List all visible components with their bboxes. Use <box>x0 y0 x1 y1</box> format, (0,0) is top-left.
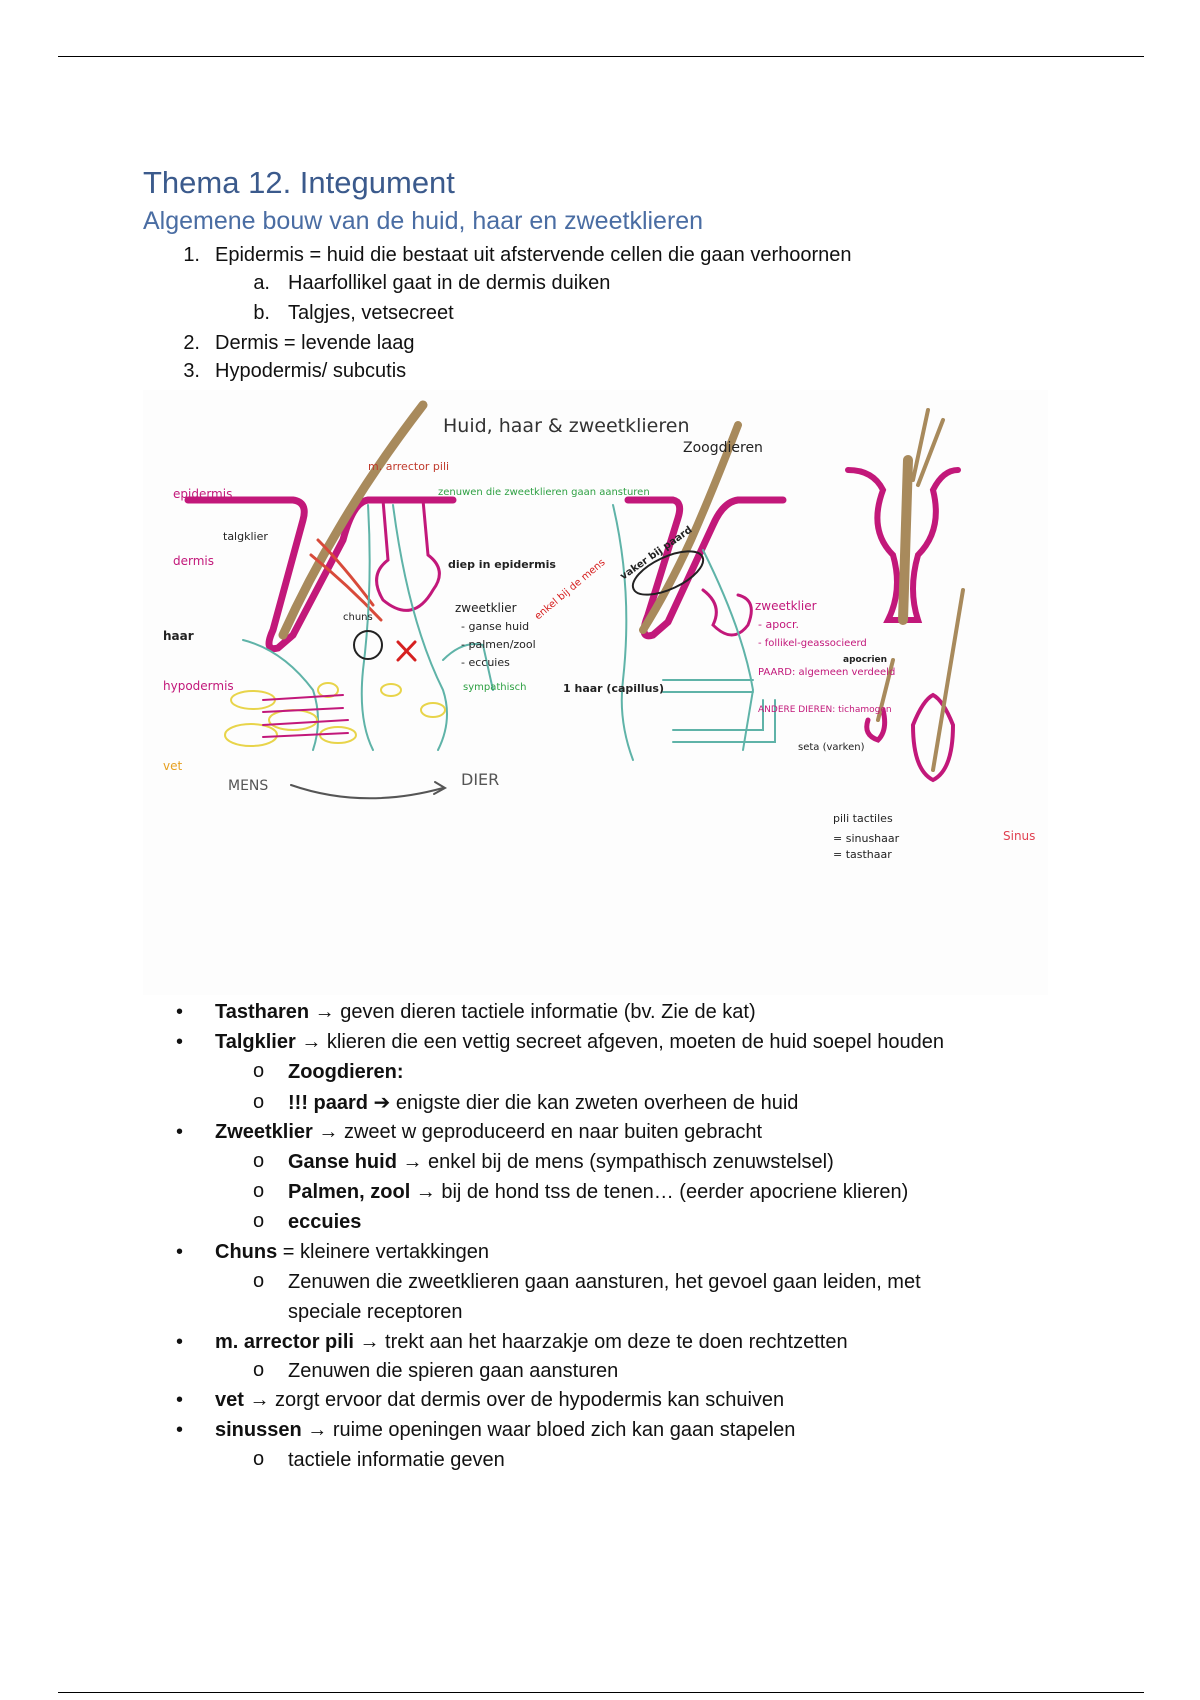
list-item <box>215 1120 762 1144</box>
label-eccuies: - eccuies <box>461 656 510 669</box>
label-palmen-zool: - palmen/zool <box>461 638 536 651</box>
page-title: Thema 12. Integument <box>143 165 455 200</box>
term-zoogdieren: Zoogdieren: <box>288 1061 404 1083</box>
list-item <box>215 1330 848 1354</box>
label-seta: seta (varken) <box>798 742 865 753</box>
section-heading: Algemene bouw van de huid, haar en zweetklieren <box>143 207 704 235</box>
label-ganse-huid: - ganse huid <box>461 620 530 633</box>
label-apocr: - apocr. <box>758 618 799 631</box>
definition: → trekt aan het haarzakje om deze te doen rechtzetten <box>353 1331 848 1353</box>
list-number: 2. <box>183 332 200 354</box>
term-arrector-pili: m. arrector pili <box>215 1331 354 1353</box>
definition: → ruime openingen waar bloed zich kan gaan stapelen <box>301 1419 796 1441</box>
label-haar: haar <box>163 629 194 643</box>
label-m-arrector: m. arrector pili <box>368 460 450 473</box>
definition: → klieren die een vettig secreet afgeven, moeten de huid soepel houden <box>295 1031 944 1053</box>
list-item-text: Talgjes, vetsecreet <box>288 302 454 324</box>
term-chuns: Chuns <box>215 1241 278 1263</box>
definition: → zorgt ervoor dat dermis over de hypodermis kan schuiven <box>243 1389 785 1411</box>
term-sinussen: sinussen <box>215 1419 302 1441</box>
list-number: 3. <box>183 360 200 382</box>
definition: → enkel bij de mens (sympathisch zenuwstelsel) <box>396 1151 834 1173</box>
sub-list-item <box>288 1150 834 1174</box>
bullet-marker: • <box>176 1419 184 1441</box>
label-dier: DIER <box>461 770 500 789</box>
label-diep-in-epidermis: diep in epidermis <box>448 558 556 571</box>
list-item <box>215 1000 756 1024</box>
list-letter: b. <box>253 302 270 324</box>
bullet-marker: • <box>176 1001 184 1023</box>
label-zoogdieren: Zoogdieren <box>683 440 763 456</box>
bullet-marker: • <box>176 1031 184 1053</box>
label-zenuwen: zenuwen die zweetklieren gaan aansturen <box>438 487 650 498</box>
sub-bullet-marker: o <box>253 1270 265 1292</box>
sub-list-item <box>288 1210 361 1234</box>
figure-title: Huid, haar & zweetklieren <box>443 415 690 437</box>
term-paard: !!! paard ➔ <box>288 1092 391 1114</box>
sub-list-item-continued: speciale receptoren <box>288 1301 463 1323</box>
definition: → zweet w geproduceerd en naar buiten gebracht <box>312 1121 762 1143</box>
sub-bullet-marker: o <box>253 1060 265 1082</box>
label-sinus: Sinus <box>1003 829 1036 843</box>
sub-bullet-marker: o <box>253 1359 265 1381</box>
sub-bullet-marker: o <box>253 1448 265 1470</box>
label-apocrien: apocrien <box>843 655 888 665</box>
term-palmen-zool: Palmen, zool <box>288 1181 411 1203</box>
label-zweetklier: zweetklier <box>455 601 517 615</box>
sub-list-item: tactiele informatie geven <box>288 1449 505 1471</box>
list-letter: a. <box>253 272 270 294</box>
bullet-marker: • <box>176 1331 184 1353</box>
label-vaker-bij-paard: vaker bij paard <box>618 524 695 583</box>
label-pili-tactiles: pili tactiles <box>833 812 893 825</box>
term-talgklier: Talgklier <box>215 1031 296 1053</box>
definition: = kleinere vertakkingen <box>277 1241 490 1263</box>
label-sinushaar: = sinushaar <box>833 832 900 845</box>
list-item-text: Hypodermis/ subcutis <box>215 360 407 382</box>
sub-list-item <box>288 1091 798 1115</box>
sub-bullet-marker: o <box>253 1180 265 1202</box>
sub-list-item: Zenuwen die zweetklieren gaan aansturen, het gevoel gaan leiden, met <box>288 1271 921 1293</box>
label-paard: PAARD: algemeen verdeeld <box>758 667 896 678</box>
sub-list-item <box>288 1060 404 1084</box>
sub-bullet-marker: o <box>253 1091 265 1113</box>
label-haar-capillus: 1 haar (capillus) <box>563 682 664 695</box>
label-vet: vet <box>163 759 183 773</box>
header-rule <box>58 56 1144 57</box>
label-zweetklier-right: zweetklier <box>755 599 817 613</box>
term-tastharen: Tastharen <box>215 1001 310 1023</box>
label-enkel-bij-de-mens: enkel bij de mens <box>532 557 608 623</box>
definition: → bij de hond tss de tenen… (eerder apocriene klieren) <box>410 1181 909 1203</box>
definition: → geven dieren tactiele informatie (bv. Zie de kat) <box>309 1001 756 1023</box>
term-vet: vet <box>215 1389 244 1411</box>
term-eccuies: eccuies <box>288 1211 362 1233</box>
list-number: 1. <box>183 244 200 266</box>
label-dermis: dermis <box>173 554 214 568</box>
list-item <box>215 1240 489 1264</box>
sub-bullet-marker: o <box>253 1210 265 1232</box>
skin-diagram <box>143 390 1048 995</box>
term-zweetklier: Zweetklier <box>215 1121 313 1143</box>
label-sympathisch: sympathisch <box>463 682 527 693</box>
bullet-marker: • <box>176 1121 184 1143</box>
list-item <box>215 1388 784 1412</box>
definition: enigste dier die kan zweten overheen de huid <box>390 1092 799 1114</box>
list-item-text: Dermis = levende laag <box>215 332 415 354</box>
bullet-marker: • <box>176 1389 184 1411</box>
list-item <box>215 1030 944 1054</box>
label-epidermis: epidermis <box>173 487 233 501</box>
sub-list-item: Zenuwen die spieren gaan aansturen <box>288 1360 619 1382</box>
list-item-text: Haarfollikel gaat in de dermis duiken <box>288 272 611 294</box>
sub-list-item <box>288 1180 908 1204</box>
label-hypodermis: hypodermis <box>163 679 234 693</box>
bullet-marker: • <box>176 1241 184 1263</box>
footer-rule <box>58 1692 1144 1693</box>
label-tasthaar: = tasthaar <box>833 848 892 861</box>
list-item-text: Epidermis = huid die bestaat uit afstervende cellen die gaan verhoornen <box>215 244 852 266</box>
label-mens: MENS <box>228 778 269 794</box>
label-andere-dieren: ANDERE DIEREN: tichamogen <box>758 705 892 715</box>
sub-bullet-marker: o <box>253 1150 265 1172</box>
term-ganse-huid: Ganse huid <box>288 1151 397 1173</box>
label-follikel: - follikel-geassocieerd <box>758 638 867 649</box>
list-item <box>215 1418 795 1442</box>
label-talgklier: talgklier <box>223 530 268 543</box>
label-chuns: chuns <box>343 612 373 623</box>
